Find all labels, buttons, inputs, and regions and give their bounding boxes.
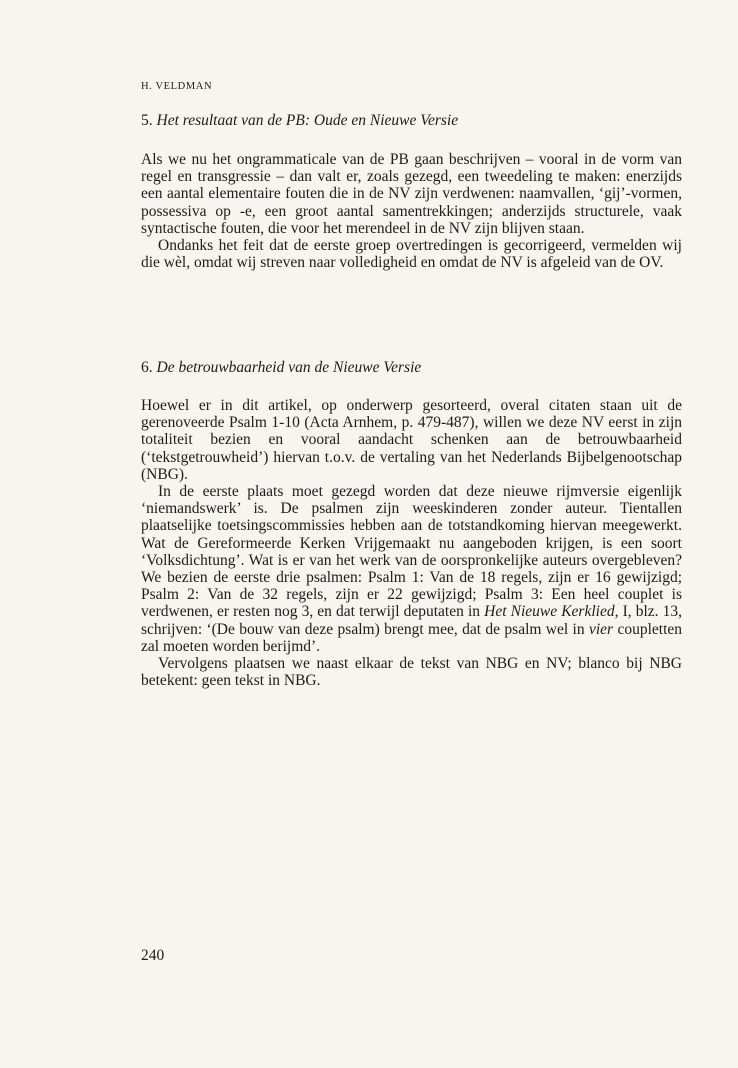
section-5-body — [141, 151, 682, 271]
emphasis-vier: vier — [588, 620, 614, 638]
paragraph-2-text-a: In de eerste plaats moet gezegd worden dat deze nieuwe rijmversie eigenlijk ‘niemandswerk’ is. De psalmen zijn weeskinderen zonder auteur. Tientallen plaatselijke toetsingscommissies hebben aan de totstandkoming hiervan meegewerkt. Wat de Gereformeerde Kerken Vrijgemaakt nu aangeboden krijgen, is een soort ‘Volksdichtung’. Wat is er van het werk van de oorspronkelijke auteurs overgebleven? We bezien de eerste drie psalmen: Psalm 1: Van de 18 regels, zijn er 16 gewijzigd; Psalm 2: Van de 32 regels, zijn er 22 gewijzigd; Psalm 3: Een heel couplet is verdwenen, er resten nog 3, en dat terwijl deputaten in — [141, 483, 682, 621]
section-6-paragraph-3: Vervolgens plaatsen we naast elkaar de tekst van NBG en NV; blanco bij NBG betekent: geen tekst in NBG. — [141, 655, 682, 690]
section-5-paragraph-1: Als we nu het ongrammaticale van de PB gaan beschrijven – vooral in de vorm van regel en transgressie – dan valt er, zoals gezegd, een tweedeling te maken: enerzijds een aantal elementaire fouten die in de NV zijn verdwenen: naamvallen, ‘gij’-vormen, possessiva op -e, een groot aantal samentrekkingen; anderzijds structurele, vaak syntactische fouten, die voor het merendeel in de NV zijn blijven staan. — [141, 151, 682, 237]
section-6-number: 6. — [141, 359, 153, 376]
section-6-heading — [141, 358, 421, 378]
running-head: H. VELDMAN — [141, 81, 213, 92]
section-6-paragraph-2 — [141, 483, 682, 655]
section-5-paragraph-2: Ondanks het feit dat de eerste groep overtredingen is gecorrigeerd, vermelden wij die wèl, omdat wij streven naar volledigheid en omdat de NV is afgeleid van de OV. — [141, 237, 682, 272]
section-6-title: De betrouwbaarheid van de Nieuwe Versie — [156, 359, 422, 376]
paragraph-2-text-b: I, blz. 13, schrijven: ‘(De bouw van deze psalm) brengt mee, dat de psalm wel in — [141, 603, 682, 638]
section-5-number: 5. — [141, 112, 153, 129]
section-5-heading — [141, 111, 458, 131]
page-number: 240 — [141, 947, 165, 964]
section-6-body — [141, 397, 682, 689]
paragraph-2-text-c: coupletten zal moeten worden berijmd’. — [141, 620, 683, 655]
section-6-paragraph-1: Hoewel er in dit artikel, op onderwerp gesorteerd, overal citaten staan uit de gerenoveerde Psalm 1-10 (Acta Arnhem, p. 479-487), willen we deze NV eerst in zijn totaliteit bezien en vooral aandacht schenken aan de betrouwbaarheid (‘tekstgetrouwheid’) hiervan t.o.v. de vertaling van het Nederlands Bijbelgenootschap (NBG). — [141, 397, 682, 483]
book-title-het-nieuwe-kerklied: Het Nieuwe Kerklied, — [484, 603, 619, 621]
section-5-title: Het resultaat van de PB: Oude en Nieuwe Versie — [156, 112, 459, 129]
